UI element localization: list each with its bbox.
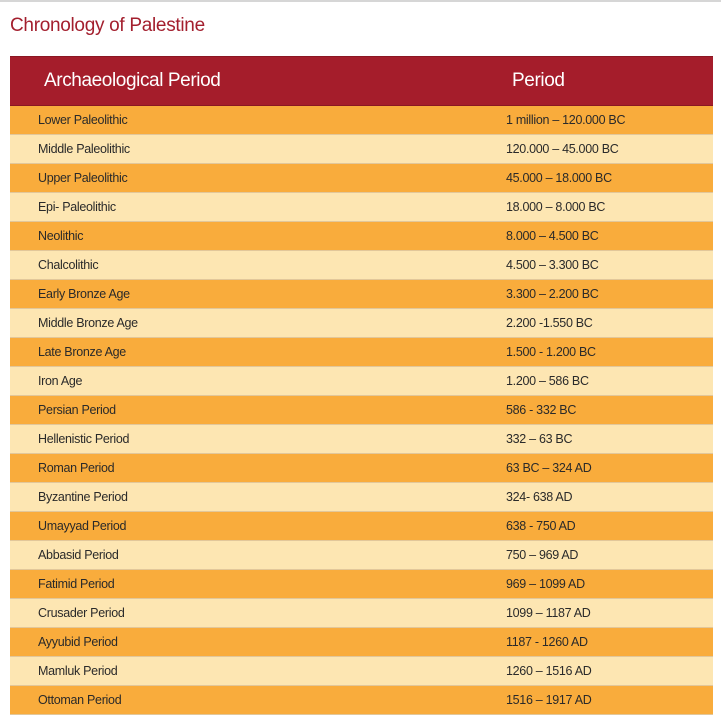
- archaeological-period-cell: Middle Paleolithic: [38, 142, 130, 156]
- page-title: Chronology of Palestine: [10, 15, 205, 36]
- table-row: [10, 454, 713, 483]
- period-range-cell: 1260 – 1516 AD: [506, 664, 592, 678]
- archaeological-period-cell: Hellenistic Period: [38, 432, 130, 446]
- table-body: [10, 106, 713, 715]
- period-range-cell: 1 million – 120.000 BC: [506, 113, 626, 127]
- table-row: [10, 164, 713, 193]
- period-range-cell: 324- 638 AD: [506, 490, 573, 504]
- period-range-cell: 332 – 63 BC: [506, 432, 573, 446]
- period-range-cell: 63 BC – 324 AD: [506, 461, 592, 475]
- table-row: [10, 106, 713, 135]
- archaeological-period-cell: Byzantine Period: [38, 490, 128, 504]
- archaeological-period-cell: Ayyubid Period: [38, 635, 118, 649]
- table-row: [10, 367, 713, 396]
- archaeological-period-cell: Mamluk Period: [38, 664, 118, 678]
- table-row: [10, 135, 713, 164]
- period-range-cell: 750 – 969 AD: [506, 548, 579, 562]
- chronology-table: [10, 56, 713, 715]
- table-row: [10, 483, 713, 512]
- archaeological-period-cell: Crusader Period: [38, 606, 125, 620]
- column-header-period: Period: [512, 70, 565, 91]
- table-row: [10, 193, 713, 222]
- table-row: [10, 425, 713, 454]
- table-row: [10, 222, 713, 251]
- archaeological-period-cell: Persian Period: [38, 403, 116, 417]
- archaeological-period-cell: Fatimid Period: [38, 577, 115, 591]
- archaeological-period-cell: Upper Paleolithic: [38, 171, 128, 185]
- archaeological-period-cell: Abbasid Period: [38, 548, 119, 562]
- period-range-cell: 120.000 – 45.000 BC: [506, 142, 619, 156]
- period-range-cell: 45.000 – 18.000 BC: [506, 171, 612, 185]
- archaeological-period-cell: Neolithic: [38, 229, 84, 243]
- period-range-cell: 4.500 – 3.300 BC: [506, 258, 599, 272]
- period-range-cell: 3.300 – 2.200 BC: [506, 287, 599, 301]
- table-row: [10, 309, 713, 338]
- table-row: [10, 657, 713, 686]
- table-header-row: [10, 56, 713, 106]
- archaeological-period-cell: Epi- Paleolithic: [38, 200, 116, 214]
- top-divider: [0, 0, 721, 2]
- archaeological-period-cell: Ottoman Period: [38, 693, 122, 707]
- period-range-cell: 1.200 – 586 BC: [506, 374, 589, 388]
- archaeological-period-cell: Lower Paleolithic: [38, 113, 128, 127]
- period-range-cell: 969 – 1099 AD: [506, 577, 585, 591]
- archaeological-period-cell: Late Bronze Age: [38, 345, 126, 359]
- period-range-cell: 2.200 -1.550 BC: [506, 316, 593, 330]
- table-row: [10, 251, 713, 280]
- table-row: [10, 541, 713, 570]
- period-range-cell: 8.000 – 4.500 BC: [506, 229, 599, 243]
- period-range-cell: 638 - 750 AD: [506, 519, 576, 533]
- archaeological-period-cell: Roman Period: [38, 461, 115, 475]
- table-row: [10, 338, 713, 367]
- period-range-cell: 1099 – 1187 AD: [506, 606, 591, 620]
- period-range-cell: 586 - 332 BC: [506, 403, 577, 417]
- table-row: [10, 512, 713, 541]
- archaeological-period-cell: Middle Bronze Age: [38, 316, 138, 330]
- period-range-cell: 1187 - 1260 AD: [506, 635, 588, 649]
- table-row: [10, 686, 713, 715]
- table-row: [10, 280, 713, 309]
- archaeological-period-cell: Iron Age: [38, 374, 83, 388]
- column-header-archaeological-period: Archaeological Period: [44, 70, 221, 91]
- table-row: [10, 396, 713, 425]
- period-range-cell: 1.500 - 1.200 BC: [506, 345, 596, 359]
- archaeological-period-cell: Early Bronze Age: [38, 287, 130, 301]
- table-row: [10, 599, 713, 628]
- table-row: [10, 628, 713, 657]
- archaeological-period-cell: Umayyad Period: [38, 519, 127, 533]
- period-range-cell: 1516 – 1917 AD: [506, 693, 592, 707]
- archaeological-period-cell: Chalcolithic: [38, 258, 99, 272]
- table-row: [10, 570, 713, 599]
- period-range-cell: 18.000 – 8.000 BC: [506, 200, 606, 214]
